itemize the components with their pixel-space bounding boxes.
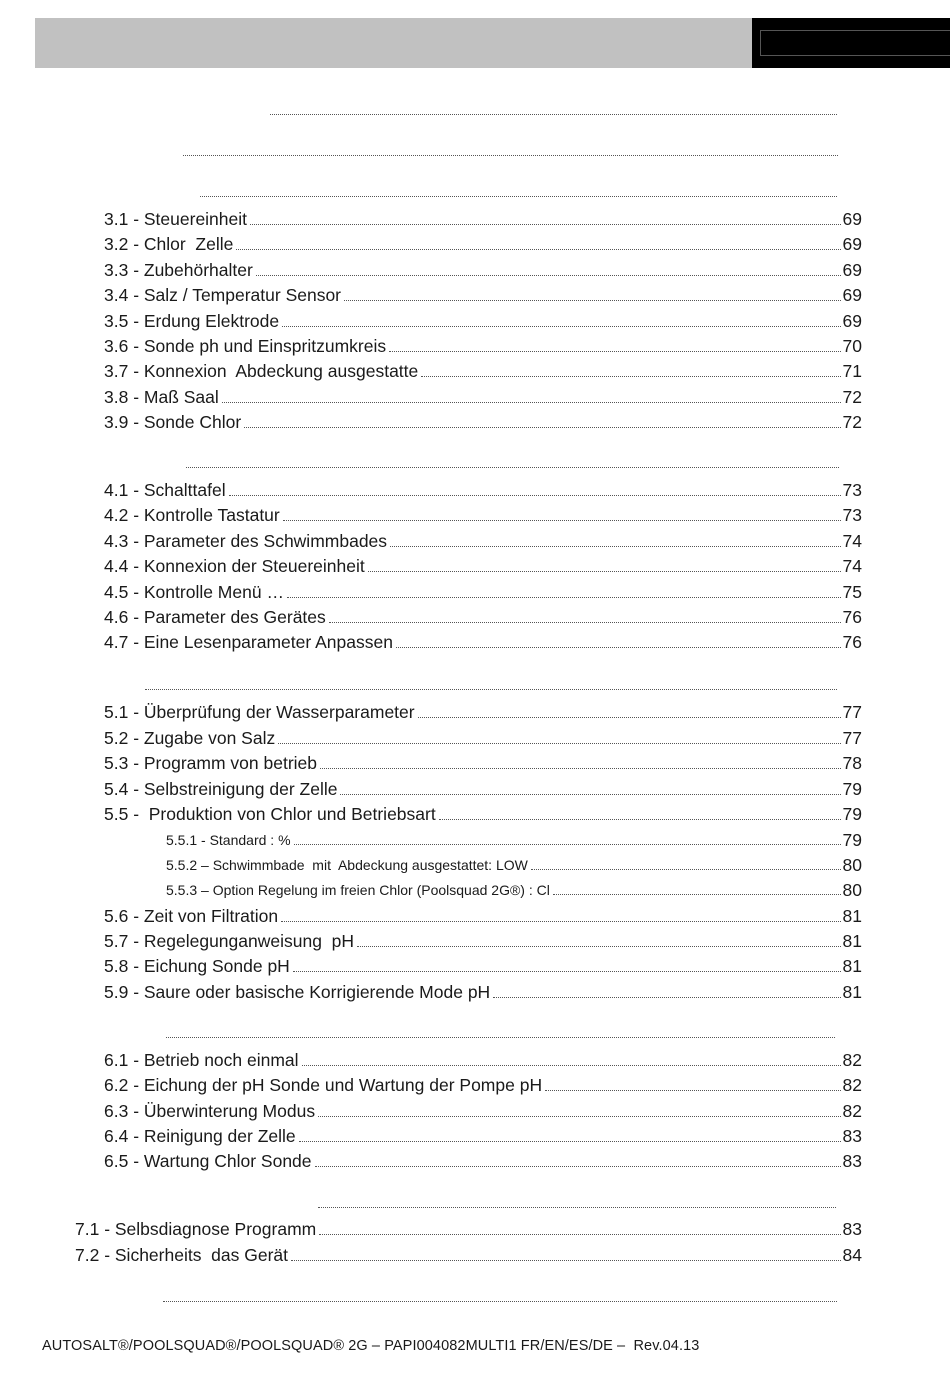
toc-label: 3.8 - Maß Saal <box>104 387 219 407</box>
toc-entry[interactable] <box>104 749 862 773</box>
toc-label: 3.7 - Konnexion Abdeckung ausgestatte <box>104 361 419 381</box>
toc-entry[interactable] <box>104 1071 862 1095</box>
toc-page: 81 <box>842 931 862 951</box>
toc-page: 84 <box>842 1245 862 1265</box>
toc-label: 5.5.3 – Option Regelung im freien Chlor (Poolsquad 2G®) : Cl <box>166 882 550 898</box>
toc-page: 79 <box>842 779 862 799</box>
toc-label: 3.5 - Erdung Elektrode <box>104 311 280 331</box>
toc-page: 78 <box>842 753 862 773</box>
toc-subentry[interactable] <box>166 879 862 899</box>
toc-page: 83 <box>842 1219 862 1239</box>
header-black-tab <box>752 18 950 68</box>
toc-entry[interactable] <box>104 1046 862 1070</box>
toc-subentry[interactable] <box>166 829 862 849</box>
toc-label: 4.1 - Schalttafel <box>104 480 226 500</box>
toc-entry[interactable] <box>104 724 862 748</box>
toc-page: 80 <box>842 880 862 900</box>
toc-entry[interactable] <box>104 952 862 976</box>
toc-label: 5.3 - Programm von betrieb <box>104 753 318 773</box>
toc-page: 74 <box>842 556 862 576</box>
toc-page: 69 <box>842 260 862 280</box>
toc-page: 75 <box>842 582 862 602</box>
toc-entry[interactable] <box>104 383 862 407</box>
page-footer: AUTOSALT®/POOLSQUAD®/POOLSQUAD® 2G – PAPI004082MULTI1 FR/EN/ES/DE – Rev.04.13 <box>42 1338 700 1354</box>
toc-label: 4.2 - Kontrolle Tastatur <box>104 505 280 525</box>
toc-page: 83 <box>842 1126 862 1146</box>
toc-page: 69 <box>842 209 862 229</box>
toc-entry[interactable] <box>104 230 862 254</box>
toc-page: 77 <box>842 728 862 748</box>
chapter-leader-1 <box>270 113 837 115</box>
toc-page: 71 <box>842 361 862 381</box>
toc-entry[interactable] <box>104 307 862 331</box>
toc-entry[interactable] <box>75 1215 862 1239</box>
toc-page: 80 <box>842 855 862 875</box>
toc-label: 5.2 - Zugabe von Salz <box>104 728 276 748</box>
toc-label: 3.1 - Steuereinheit <box>104 209 248 229</box>
toc-page: 83 <box>842 1151 862 1171</box>
toc-label: 4.5 - Kontrolle Menü … <box>104 582 284 602</box>
toc-entry[interactable] <box>104 927 862 951</box>
toc-page: 81 <box>842 982 862 1002</box>
toc-label: 5.5 - Produktion von Chlor und Betriebsart <box>104 804 436 824</box>
toc-label: 3.3 - Zubehörhalter <box>104 260 253 280</box>
toc-entry[interactable] <box>104 205 862 229</box>
toc-entry[interactable] <box>104 698 862 722</box>
toc-label: 3.2 - Chlor Zelle <box>104 234 234 254</box>
toc-entry[interactable] <box>104 978 862 1002</box>
toc-page: 81 <box>842 906 862 926</box>
toc-label: 3.4 - Salz / Temperatur Sensor <box>104 285 342 305</box>
toc-page: 72 <box>842 412 862 432</box>
chapter-leader-5 <box>145 688 837 690</box>
toc-entry[interactable] <box>104 775 862 799</box>
toc-label: 5.1 - Überprüfung der Wasserparameter <box>104 702 415 722</box>
toc-page: 82 <box>842 1050 862 1070</box>
toc-entry[interactable] <box>75 1241 862 1265</box>
toc-label: 5.8 - Eichung Sonde pH <box>104 956 290 976</box>
toc-page: 73 <box>842 505 862 525</box>
toc-page: 72 <box>842 387 862 407</box>
header-bar <box>35 18 753 68</box>
toc-entry[interactable] <box>104 1122 862 1146</box>
toc-entry[interactable] <box>104 1147 862 1171</box>
toc-label: 6.5 - Wartung Chlor Sonde <box>104 1151 312 1171</box>
toc-label: 5.5.2 – Schwimmbade mit Abdeckung ausgestattet: LOW <box>166 857 528 873</box>
chapter-leader-8 <box>163 1300 837 1302</box>
chapter-leader-3 <box>200 195 837 197</box>
toc-label: 3.9 - Sonde Chlor <box>104 412 242 432</box>
toc-page: 74 <box>842 531 862 551</box>
toc-page: 69 <box>842 234 862 254</box>
chapter-leader-6 <box>166 1036 835 1038</box>
toc-label: 6.2 - Eichung der pH Sonde und Wartung der Pompe pH <box>104 1075 543 1095</box>
toc-page: 70 <box>842 336 862 356</box>
toc-entry[interactable] <box>104 256 862 280</box>
chapter-leader-4 <box>186 466 839 468</box>
toc-page: 82 <box>842 1075 862 1095</box>
toc-page: 69 <box>842 311 862 331</box>
toc-label: 7.1 - Selbsdiagnose Programm <box>75 1219 317 1239</box>
toc-label: 5.7 - Regelegunganweisung pH <box>104 931 355 951</box>
toc-entry[interactable] <box>104 1097 862 1121</box>
toc-label: 6.1 - Betrieb noch einmal <box>104 1050 299 1070</box>
toc-page: 79 <box>842 804 862 824</box>
toc-page: 76 <box>842 632 862 652</box>
toc-entry[interactable] <box>104 332 862 356</box>
toc-label: 5.6 - Zeit von Filtration <box>104 906 279 926</box>
toc-entry[interactable] <box>104 476 862 500</box>
toc-entry[interactable] <box>104 800 862 824</box>
chapter-leader-2 <box>183 154 838 156</box>
toc-label: 4.7 - Eine Lesenparameter Anpassen <box>104 632 393 652</box>
toc-label: 5.5.1 - Standard : % <box>166 832 291 848</box>
toc-entry[interactable] <box>104 357 862 381</box>
toc-label: 4.3 - Parameter des Schwimmbades <box>104 531 388 551</box>
toc-label: 5.9 - Saure oder basische Korrigierende Mode pH <box>104 982 491 1002</box>
toc-label: 3.6 - Sonde ph und Einspritzumkreis <box>104 336 387 356</box>
toc-page: 81 <box>842 956 862 976</box>
toc-label: 7.2 - Sicherheits das Gerät <box>75 1245 289 1265</box>
toc-entry[interactable] <box>104 281 862 305</box>
toc-entry[interactable] <box>104 603 862 627</box>
toc-page: 69 <box>842 285 862 305</box>
toc-label: 6.3 - Überwinterung Modus <box>104 1101 316 1121</box>
toc-page: 82 <box>842 1101 862 1121</box>
toc-entry[interactable] <box>104 408 862 432</box>
toc-page: 77 <box>842 702 862 722</box>
toc-label: 4.4 - Konnexion der Steuereinheit <box>104 556 365 576</box>
chapter-leader-7 <box>318 1206 836 1208</box>
toc-label: 5.4 - Selbstreinigung der Zelle <box>104 779 338 799</box>
toc-label: 6.4 - Reinigung der Zelle <box>104 1126 296 1146</box>
toc-entry[interactable] <box>104 527 862 551</box>
toc-label: 4.6 - Parameter des Gerätes <box>104 607 326 627</box>
toc-entry[interactable] <box>104 902 862 926</box>
toc-subentry[interactable] <box>166 854 862 874</box>
toc-page: 73 <box>842 480 862 500</box>
toc-entry[interactable] <box>104 501 862 525</box>
toc-entry[interactable] <box>104 578 862 602</box>
toc-page: 76 <box>842 607 862 627</box>
toc-entry[interactable] <box>104 552 862 576</box>
toc-entry[interactable] <box>104 628 862 652</box>
toc-page: 79 <box>842 830 862 850</box>
